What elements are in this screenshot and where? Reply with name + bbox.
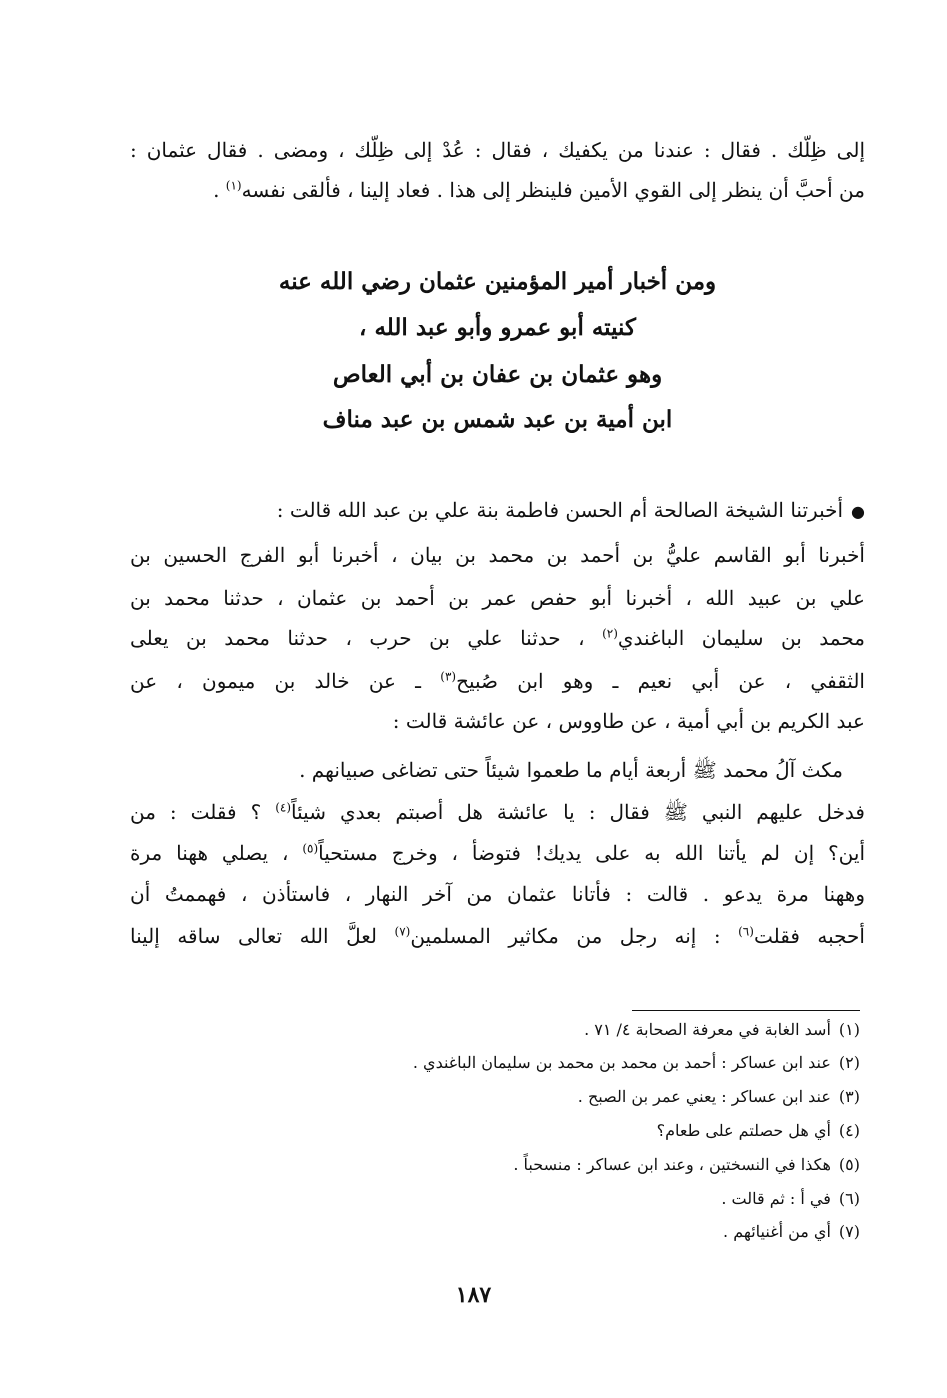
text-line [130, 876, 865, 916]
bullet-icon: ● [851, 502, 865, 521]
section-heading-line: وهو عثمان بن عفان بن أبي العاص [332, 361, 663, 388]
footnote-text: عند ابن عساكر : يعني عمر بن الصبح . [577, 1087, 831, 1106]
footnote-separator [632, 1010, 860, 1011]
footnote-ref: (٧) [394, 924, 411, 939]
footnote-text: أي هل حصلتم على طعام؟ [656, 1121, 831, 1140]
footnote-text: عند ابن عساكر : أحمد بن محمد بن محمد بن سليمان الباغندي . [412, 1053, 831, 1072]
footnote-number: (١) [838, 1020, 860, 1039]
text-line [130, 835, 865, 875]
text-line-content: ؟ فقلت : من [130, 800, 276, 824]
text-line-content: إلى ظِلّك . فقال : عندنا من يكفيك ، فقال : عُدْ إلى ظِلّك ، ومضى . فقال عثمان : [130, 138, 865, 162]
text-line-content: مكث آلُ محمد ﷺ أربعة أيام ما طعموا شيئاً حتى تضاغى صبيانهم . [299, 758, 843, 782]
footnote-text: أسد الغابة في معرفة الصحابة ٤/ ٧١ . [584, 1020, 831, 1039]
section-heading-line: ابن أمية بن عبد شمس بن عبد مناف [322, 406, 673, 433]
text-line [130, 663, 865, 703]
text-line-content: أحجبه فقلت [753, 924, 865, 948]
footnote [300, 1083, 860, 1113]
text-line-content: محمد بن سليمان الباغندي [617, 626, 865, 650]
text-line [130, 703, 865, 743]
footnote-number: (٤) [838, 1121, 860, 1140]
text-line [130, 620, 865, 660]
text-line [130, 794, 865, 834]
text-line-content: عبد الكريم بن أبي أمية ، عن طاووس ، عن عائشة قالت : [392, 709, 865, 733]
footnote-ref: (٦) [738, 924, 754, 939]
text-line-content: أين؟ إن لم يأتنا الله به على يديك! فتوضأ ، وخرج مستحياً [318, 841, 865, 865]
footnote [300, 1151, 860, 1181]
footnote-number: (٧) [838, 1222, 860, 1241]
footnote-ref: (٢) [602, 626, 618, 641]
text-line [130, 918, 865, 958]
footnote-ref: (١) [225, 178, 242, 193]
section-heading-line: كنيته أبو عمرو وأبو عبد الله ، [359, 314, 636, 341]
footnote-number: (٣) [838, 1087, 860, 1106]
text-line [130, 172, 865, 212]
text-line-content: ، يصلي ههنا مرة [130, 841, 303, 865]
text-line-content: ـ عن خالد بن ميمون ، عن [130, 669, 441, 693]
footnote-ref: (٤) [275, 800, 292, 815]
text-line-content: . [213, 178, 226, 202]
footnote-text: في أ : ثم قالت . [721, 1189, 831, 1208]
text-line [130, 580, 865, 620]
footnote [300, 1016, 860, 1046]
text-line-content: أخبرتنا الشيخة الصالحة أم الحسن فاطمة بنة علي بن عبد الله قالت : [276, 498, 844, 522]
footnote [300, 1185, 860, 1215]
text-line-content: وههنا مرة يدعو . قالت : فأتانا عثمان من آخر النهار ، فاستأذن ، فهممتُ أن [130, 882, 865, 906]
footnote-ref: (٥) [302, 841, 319, 856]
text-line-content: ، حدثنا علي بن حرب ، حدثنا محمد بن يعلى [130, 626, 603, 650]
footnote-number: (٢) [838, 1053, 860, 1072]
text-line [130, 537, 865, 577]
page-number: ١٨٧ [455, 1282, 492, 1308]
text-line-content: من أحبَّ أن ينظر إلى القوي الأمين فلينظر إلى هذا . فعاد إلينا ، فألقى نفسه [241, 178, 865, 202]
footnote [300, 1049, 860, 1079]
footnote-number: (٥) [838, 1155, 860, 1174]
text-line-content: لعلَّ الله تعالى ساقه إلينا [130, 924, 395, 948]
footnote-text: أي من أغنيائهم . [723, 1222, 831, 1241]
text-line [130, 132, 865, 172]
footnote-ref: (٣) [440, 669, 457, 684]
text-line [130, 752, 865, 792]
text-line [130, 492, 865, 532]
section-heading-line: ومن أخبار أمير المؤمنين عثمان رضي الله عنه [278, 268, 717, 295]
text-line-content: : إنه رجل من مكاثير المسلمين [410, 924, 739, 948]
footnote [300, 1117, 860, 1147]
footnote-text: هكذا في النسختين ، وعند ابن عساكر : منسحباً . [513, 1155, 831, 1174]
text-line-content: علي بن عبيد الله ، أخبرنا أبو حفص عمر بن أحمد بن عثمان ، حدثنا محمد بن [130, 586, 865, 610]
text-line-content: أخبرنا أبو القاسم عليُّ بن أحمد بن محمد بن بيان ، أخبرنا أبو الفرج الحسين بن [130, 543, 865, 567]
footnote-number: (٦) [838, 1189, 860, 1208]
text-line-content: فدخل عليهم النبي ﷺ فقال : يا عائشة هل أصبتم بعدي شيئاً [291, 800, 865, 824]
footnote [300, 1218, 860, 1248]
text-line-content: الثقفي ، عن أبي نعيم ـ وهو ابن صُبيح [456, 669, 865, 693]
